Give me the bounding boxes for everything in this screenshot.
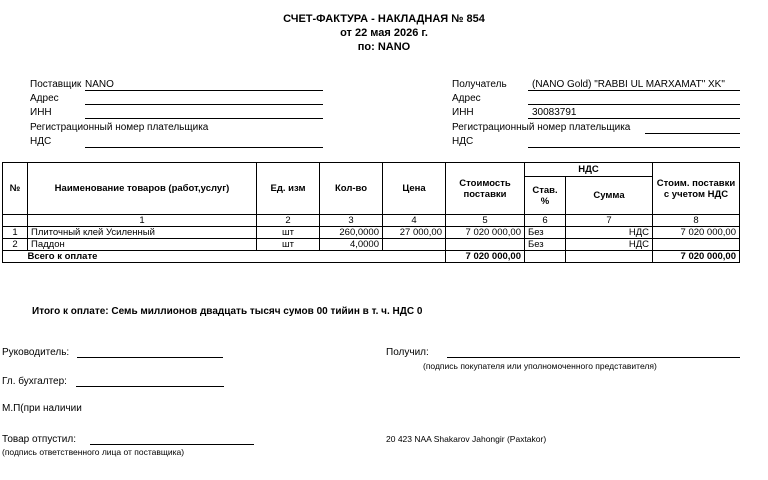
- accountant-signature-line: [76, 386, 224, 387]
- header-vat: НДС: [525, 163, 653, 177]
- released-label: Товар отпустил:: [2, 434, 76, 445]
- recipient-reg-line: [645, 133, 740, 134]
- stamp-label: М.П(при наличии: [2, 403, 82, 414]
- header-qty: Кол-во: [320, 163, 383, 215]
- accountant-label: Гл. бухгалтер:: [2, 376, 67, 387]
- col-number: 7: [566, 215, 653, 227]
- recipient-label: Получатель: [452, 79, 507, 90]
- invoice-title: СЧЕТ-ФАКТУРА - НАКЛАДНАЯ № 854: [283, 13, 485, 25]
- supplier-address-line: [85, 104, 323, 105]
- invoice-by: по: NANO: [357, 41, 411, 53]
- row-name: Паддон: [28, 239, 257, 251]
- table-row: [3, 239, 740, 251]
- header-total: Стоим. поставки с учетом НДС: [653, 163, 740, 215]
- total-cost: 7 020 000,00: [446, 251, 525, 263]
- header-cost: Стоимость поставки: [446, 163, 525, 215]
- row-cost: 7 020 000,00: [446, 227, 525, 239]
- row-price: [383, 239, 446, 251]
- received-label: Получил:: [386, 347, 429, 358]
- row-qty: 4,0000: [320, 239, 383, 251]
- header-num: №: [3, 163, 28, 215]
- col-number: 5: [446, 215, 525, 227]
- driver-info: 20 423 NAA Shakarov Jahongir (Paxtakor): [386, 434, 547, 444]
- head-label: Руководитель:: [2, 347, 70, 358]
- recipient-address-label: Адрес: [452, 93, 481, 104]
- invoice-table: [2, 162, 740, 263]
- col-number: 1: [28, 215, 257, 227]
- row-cost: [446, 239, 525, 251]
- row-total: 7 020 000,00: [653, 227, 740, 239]
- recipient-address-line: [528, 104, 740, 105]
- invoice-date: от 22 мая 2026 г.: [340, 27, 428, 39]
- total-with-vat: 7 020 000,00: [653, 251, 740, 263]
- row-vat-rate: Без: [525, 227, 566, 239]
- received-note: (подпись покупателя или уполномоченного представителя): [423, 361, 657, 371]
- recipient-inn-label: ИНН: [452, 107, 474, 118]
- released-note: (подпись ответственного лица от поставщика): [2, 447, 185, 457]
- col-number: 6: [525, 215, 566, 227]
- col-number: 2: [257, 215, 320, 227]
- total-in-words: Итого к оплате: Семь миллионов двадцать тысяч сумов 00 тийин в т. ч. НДС 0: [32, 306, 423, 317]
- released-signature-line: [90, 444, 254, 445]
- supplier-inn-label: ИНН: [30, 107, 52, 118]
- recipient-inn-line: [528, 118, 740, 119]
- row-price: 27 000,00: [383, 227, 446, 239]
- supplier-nds-label: НДС: [30, 136, 52, 147]
- supplier-address-label: Адрес: [30, 93, 59, 104]
- table-row: [3, 227, 740, 239]
- col-number: 3: [320, 215, 383, 227]
- head-signature-line: [77, 357, 223, 358]
- header-name: Наименование товаров (работ,услуг): [28, 163, 257, 215]
- row-vat: НДС: [566, 227, 653, 239]
- col-number: 4: [383, 215, 446, 227]
- header-vat-sum: Сумма: [566, 177, 653, 215]
- total-label: Всего к оплате: [28, 251, 446, 263]
- row-num: 1: [3, 227, 28, 239]
- row-vat: НДС: [566, 239, 653, 251]
- supplier-nds-line: [85, 147, 323, 148]
- recipient-nds-line: [528, 147, 740, 148]
- supplier-name-line: [85, 90, 323, 91]
- row-unit: шт: [257, 239, 320, 251]
- supplier-label: Поставщик: [30, 79, 82, 90]
- header-unit: Ед. изм: [257, 163, 320, 215]
- header-vat-rate: Став. %: [525, 177, 566, 215]
- total-row: [3, 251, 740, 263]
- row-qty: 260,0000: [320, 227, 383, 239]
- col-number: 8: [653, 215, 740, 227]
- row-vat-rate: Без: [525, 239, 566, 251]
- recipient-reg-label: Регистрационный номер плательщика: [452, 122, 631, 133]
- received-signature-line: [447, 357, 740, 358]
- supplier-reg-label: Регистрационный номер плательщика: [30, 122, 209, 133]
- header-price: Цена: [383, 163, 446, 215]
- column-numbers-row: [3, 215, 740, 227]
- col-number: [3, 215, 28, 227]
- recipient-name-line: [528, 90, 740, 91]
- row-num: 2: [3, 239, 28, 251]
- row-unit: шт: [257, 227, 320, 239]
- supplier-inn-line: [85, 118, 323, 119]
- row-total: [653, 239, 740, 251]
- recipient-inn: 30083791: [532, 107, 577, 118]
- row-name: Плиточный клей Усиленный: [28, 227, 257, 239]
- recipient-name: (NANO Gold) "RABBI UL MARXAMAT" XK": [532, 79, 725, 90]
- recipient-nds-label: НДС: [452, 136, 474, 147]
- supplier-name: NANO: [85, 79, 114, 90]
